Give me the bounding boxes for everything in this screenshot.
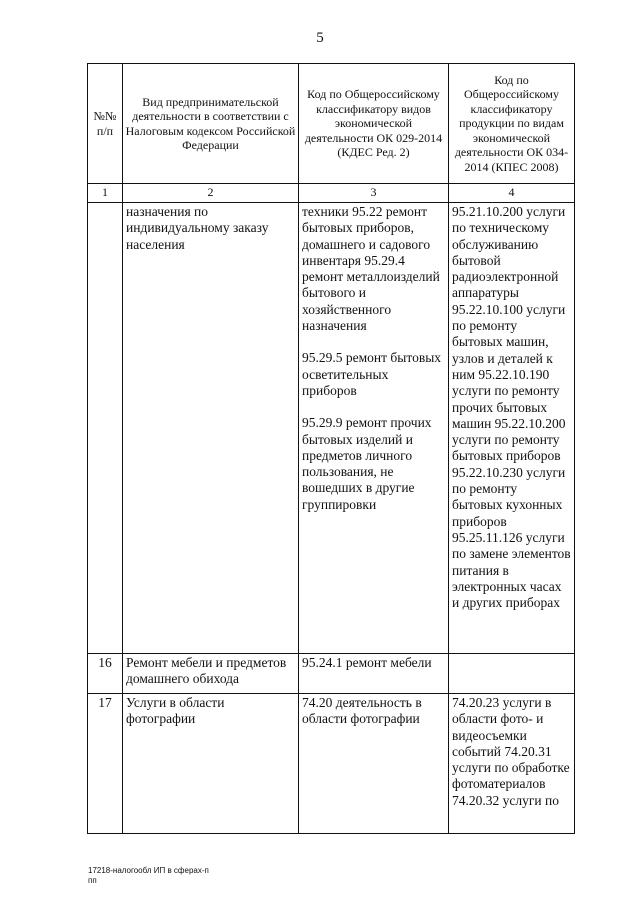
- header-okpd-code: Код по Общероссийскому классификатору продукции по видам экономической деятельности ОК 034-2014 (КПЕС 2008): [449, 64, 575, 184]
- okved-entry: 95.29.9 ремонт прочих бытовых изделий и предметов личного пользования, не вошедших в другие группировки: [302, 415, 432, 512]
- column-number-row: [88, 184, 575, 203]
- column-number: 4: [449, 184, 575, 203]
- activity-cell: Ремонт мебели и предметов домашнего обихода: [123, 654, 299, 694]
- header-okved-code: Код по Общероссийскому классификатору видов экономической деятельности ОК 029-2014 (КДЕС Ред. 2): [299, 64, 449, 184]
- okpd-cell: 74.20.23 услуги в области фото- и видеосъемки событий 74.20.31 услуги по обработке фотоматериалов 74.20.32 услуги по: [449, 694, 575, 834]
- okved-cell: [299, 203, 449, 654]
- activity-code-table: [87, 63, 575, 834]
- okved-cell: 74.20 деятельность в области фотографии: [299, 694, 449, 834]
- document-footer: [88, 866, 209, 886]
- column-number: 1: [88, 184, 123, 203]
- row-number: 16: [88, 654, 123, 694]
- header-number: №№ п/п: [88, 64, 123, 184]
- row-number: 17: [88, 694, 123, 834]
- column-number: 3: [299, 184, 449, 203]
- footer-file-name: 17218-налогообл ИП в сферах-п: [88, 866, 209, 875]
- activity-cell: Услуги в области фотографии: [123, 694, 299, 834]
- table-row: [88, 694, 575, 834]
- header-activity-type: Вид предпринимательской деятельности в соответствии с Налоговым кодексом Российской Федерации: [123, 64, 299, 184]
- okved-cell: 95.24.1 ремонт мебели: [299, 654, 449, 694]
- okved-entry: техники 95.22 ремонт бытовых приборов, домашнего и садового инвентаря 95.29.4 ремонт металлоизделий бытового и хозяйственного назначения: [302, 204, 440, 334]
- table-row: [88, 203, 575, 654]
- okved-entry: 95.29.5 ремонт бытовых осветительных приборов: [302, 350, 442, 398]
- page-number: 5: [316, 30, 324, 46]
- activity-cell: назначения по индивидуальному заказу населения: [123, 203, 299, 654]
- column-number: 2: [123, 184, 299, 203]
- row-number: [88, 203, 123, 654]
- footer-suffix: пп: [88, 876, 97, 885]
- okpd-cell: [449, 654, 575, 694]
- table-header-row: [88, 64, 575, 184]
- okpd-cell: 95.21.10.200 услуги по техническому обслуживанию бытовой радиоэлектронной аппаратуры 95.22.10.100 услуги по ремонту бытовых машин, узлов и деталей к ним 95.22.10.190 услуги по ремонту прочих бытовых машин 95.22.10.200 услуги по ремонту бытовых приборов 95.22.10.230 услуги по ремонту бытовых кухонных приборов 95.25.11.126 услуги по замене элементов питания в электронных часах и других приборах: [449, 203, 575, 654]
- table-row: [88, 654, 575, 694]
